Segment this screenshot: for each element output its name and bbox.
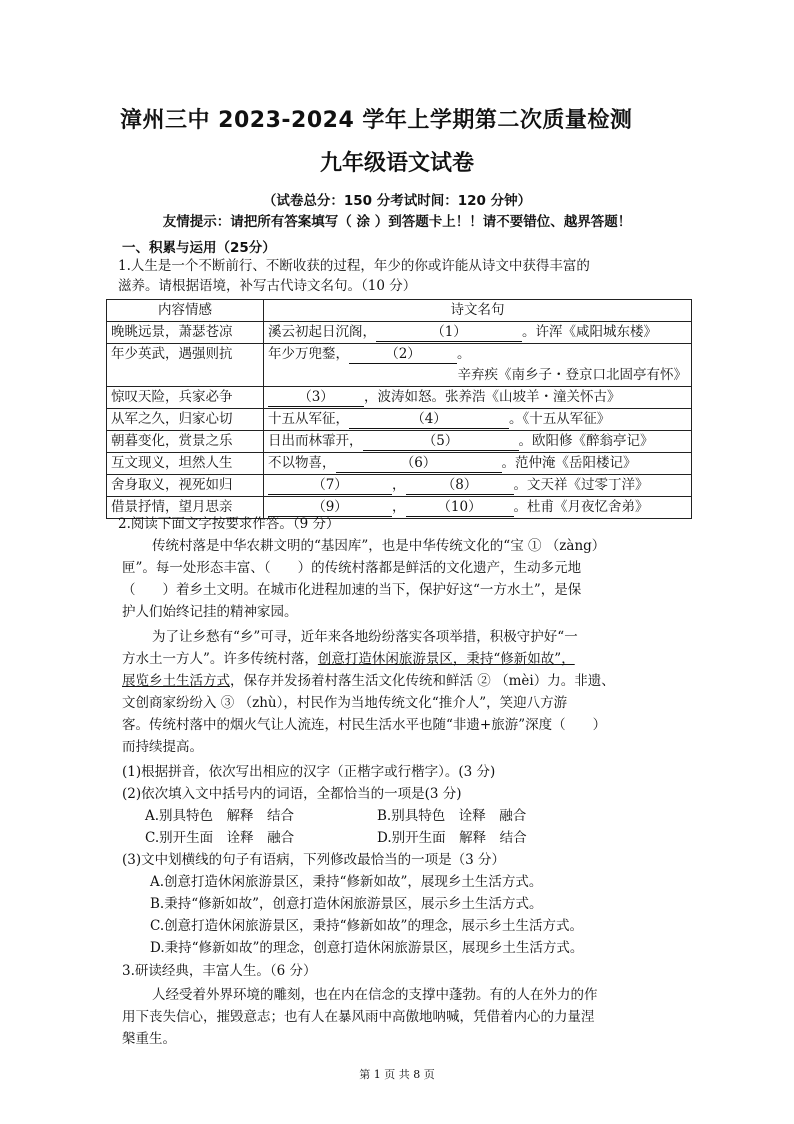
sub-question-3: (3)文中划横线的句子有语病，下列修改最恰当的一项是（3 分）	[122, 852, 506, 868]
answer-blank: （4）	[349, 411, 509, 429]
passage-line	[122, 670, 615, 692]
table-cell	[264, 409, 692, 431]
table-cell: 朝暮变化，赏景之乐	[107, 431, 264, 453]
answer-blank: （1）	[376, 324, 522, 342]
passage-line: 护人们始终记挂的精神家园。	[122, 604, 298, 620]
answer-blank: （3）	[268, 389, 364, 407]
table-cell	[264, 344, 692, 387]
verse-text: 。	[457, 346, 471, 362]
question-1-line-1: 1.人生是一个不断前行、不断收获的过程，年少的你或许能从诗文中获得丰富的	[118, 258, 590, 274]
sub-question-2: (2)依次填入文中括号内的词语，全都恰当的一项是(3 分)	[122, 786, 462, 802]
passage-text: ，保存并发扬着村落生活文化传统和鲜活 ② （mèi）力。非遗、	[230, 673, 615, 689]
verse-text: 。杜甫《月夜忆舍弟》	[513, 499, 649, 515]
passage-line: 而持续提高。	[122, 739, 203, 755]
passage-line: 传统村落是中华农耕文明的“基因库”，也是中华传统文化的“宝 ① （zàng）	[152, 538, 606, 554]
table-row	[107, 344, 692, 387]
verse-text: 溪云初起日沉阁，	[268, 324, 376, 340]
table-row	[107, 431, 692, 453]
table-row	[107, 409, 692, 431]
table-cell	[264, 431, 692, 453]
passage-line: 槃重生。	[122, 1031, 176, 1047]
table-cell	[264, 475, 692, 497]
verse-text: 。文天祥《过零丁洋》	[513, 477, 649, 493]
sub-question-1: (1)根据拼音，依次写出相应的汉字（正楷字或行楷字）。(3 分)	[122, 764, 496, 780]
underlined-sentence: 创意打造休闲旅游景区，秉持“修新如故”，	[317, 651, 575, 667]
table-cell	[264, 322, 692, 344]
passage-line	[122, 648, 575, 670]
answer-blank: （6）	[336, 455, 502, 473]
table-row	[107, 453, 692, 475]
passage-line: 为了让乡愁有“乡”可寻，近年来各地纷纷落实各项举措，积极守护好“一	[152, 629, 578, 645]
question-1-line-2: 滋养。请根据语境，补写古代诗文名句。（10 分）	[118, 278, 417, 294]
verse-text: 。许浑《咸阳城东楼》	[522, 324, 657, 340]
table-header-cell: 诗文名句	[264, 300, 692, 322]
answer-blank: （9）	[268, 499, 392, 517]
option-a: A.别具特色 解释 结合	[145, 808, 295, 824]
verse-text: ，	[392, 499, 406, 515]
table-cell: 互文现义，坦然人生	[107, 453, 264, 475]
exam-title: 漳州三中 2023-2024 学年上学期第二次质量检测	[120, 108, 633, 133]
verse-source: 辛弃疾《南乡子・登京口北固亭有怀》	[457, 367, 687, 383]
exam-tip: 友情提示：请把所有答案填写（ 涂 ）到答题卡上！！请不要错位、越界答题！	[162, 214, 632, 230]
verse-text: 十五从军征，	[268, 411, 349, 427]
passage-line: 用下丧失信心，摧毁意志；也有人在暴风雨中高傲地呐喊，凭借着内心的力量涅	[122, 1009, 595, 1025]
passage-line: 客。传统村落中的烟火气让人流连，村民生活水平也随“非遗+旅游”深度（ ）	[122, 717, 607, 733]
option-b: B.别具特色 诠释 融合	[377, 808, 527, 824]
table-cell	[264, 453, 692, 475]
poetry-table	[106, 299, 692, 519]
verse-text: 年少万兜鍪，	[268, 346, 349, 362]
passage-line: 文创商家纷纷入 ③ （zhù），村民作为当地传统文化“推介人”，笑迎八方游	[122, 695, 568, 711]
question-2-stem: 2.阅读下面文字按要求作答。（9 分）	[118, 516, 340, 532]
table-cell: 年少英武，遇强则抗	[107, 344, 264, 387]
verse-text: 日出而林霏开，	[268, 433, 363, 449]
table-row	[107, 322, 692, 344]
verse-text: 。欧阳修《醉翁亭记》	[518, 433, 654, 449]
table-cell: 舍身取义，视死如归	[107, 475, 264, 497]
table-row	[107, 475, 692, 497]
section-heading: 一、积累与运用（25分）	[122, 240, 276, 256]
passage-line: 人经受着外界环境的雕刻，也在内在信念的支撑中蓬勃。有的人在外力的作	[152, 987, 598, 1003]
table-header-cell: 内容情感	[107, 300, 264, 322]
verse-text: 不以物喜，	[268, 455, 336, 471]
underlined-sentence: 展览乡土生活方式	[122, 673, 230, 689]
answer-blank: （7）	[268, 477, 392, 495]
verse-text: 。范仲淹《岳阳楼记》	[501, 455, 637, 471]
verse-text: 。《十五从军征》	[509, 411, 611, 427]
table-cell: 晚眺远景，萧瑟苍凉	[107, 322, 264, 344]
verse-text: ，	[392, 477, 406, 493]
table-cell: 惊叹天险，兵家必争	[107, 387, 264, 409]
table-cell: 从军之久，归家心切	[107, 409, 264, 431]
page-footer: 第 1 页 共 8 页	[359, 1068, 435, 1081]
table-header-row	[107, 300, 692, 322]
answer-blank: （8）	[406, 477, 514, 495]
option-d: D.别开生面 解释 结合	[377, 830, 527, 846]
passage-text: 方水土一方人”。许多传统村落，	[122, 651, 318, 667]
fix-option-a: A.创意打造休闲旅游景区，秉持“修新如故”，展现乡土生活方式。	[150, 874, 543, 890]
question-3-stem: 3.研读经典，丰富人生。（6 分）	[122, 963, 317, 979]
table-cell	[264, 387, 692, 409]
table-cell: 借景抒情，望月思亲	[107, 497, 264, 519]
answer-blank: （2）	[349, 346, 457, 364]
table-row	[107, 387, 692, 409]
fix-option-c: C.创意打造休闲旅游景区，秉持“修新如故”的理念，展示乡土生活方式。	[150, 918, 583, 934]
exam-info: （试卷总分：150 分考试时间：120 分钟）	[262, 193, 532, 209]
answer-blank: （10）	[406, 499, 514, 517]
passage-line: （ ）着乡土文明。在城市化进程加速的当下，保护好这“一方水土”，是保	[122, 582, 582, 598]
fix-option-d: D.秉持“修新如故”的理念，创意打造休闲旅游景区，展现乡土生活方式。	[150, 940, 584, 956]
exam-subtitle: 九年级语文试卷	[319, 151, 474, 176]
fix-option-b: B.秉持“修新如故”，创意打造休闲旅游景区，展示乡土生活方式。	[150, 896, 543, 912]
passage-line: 匣”。每一处形态丰富、（ ）的传统村落都是鲜活的文化遗产，生动多元地	[122, 560, 582, 576]
answer-blank: （5）	[363, 433, 519, 451]
option-c: C.别开生面 诠释 融合	[145, 830, 295, 846]
verse-text: ，波涛如怒。张养浩《山坡羊・潼关怀古》	[364, 389, 621, 405]
